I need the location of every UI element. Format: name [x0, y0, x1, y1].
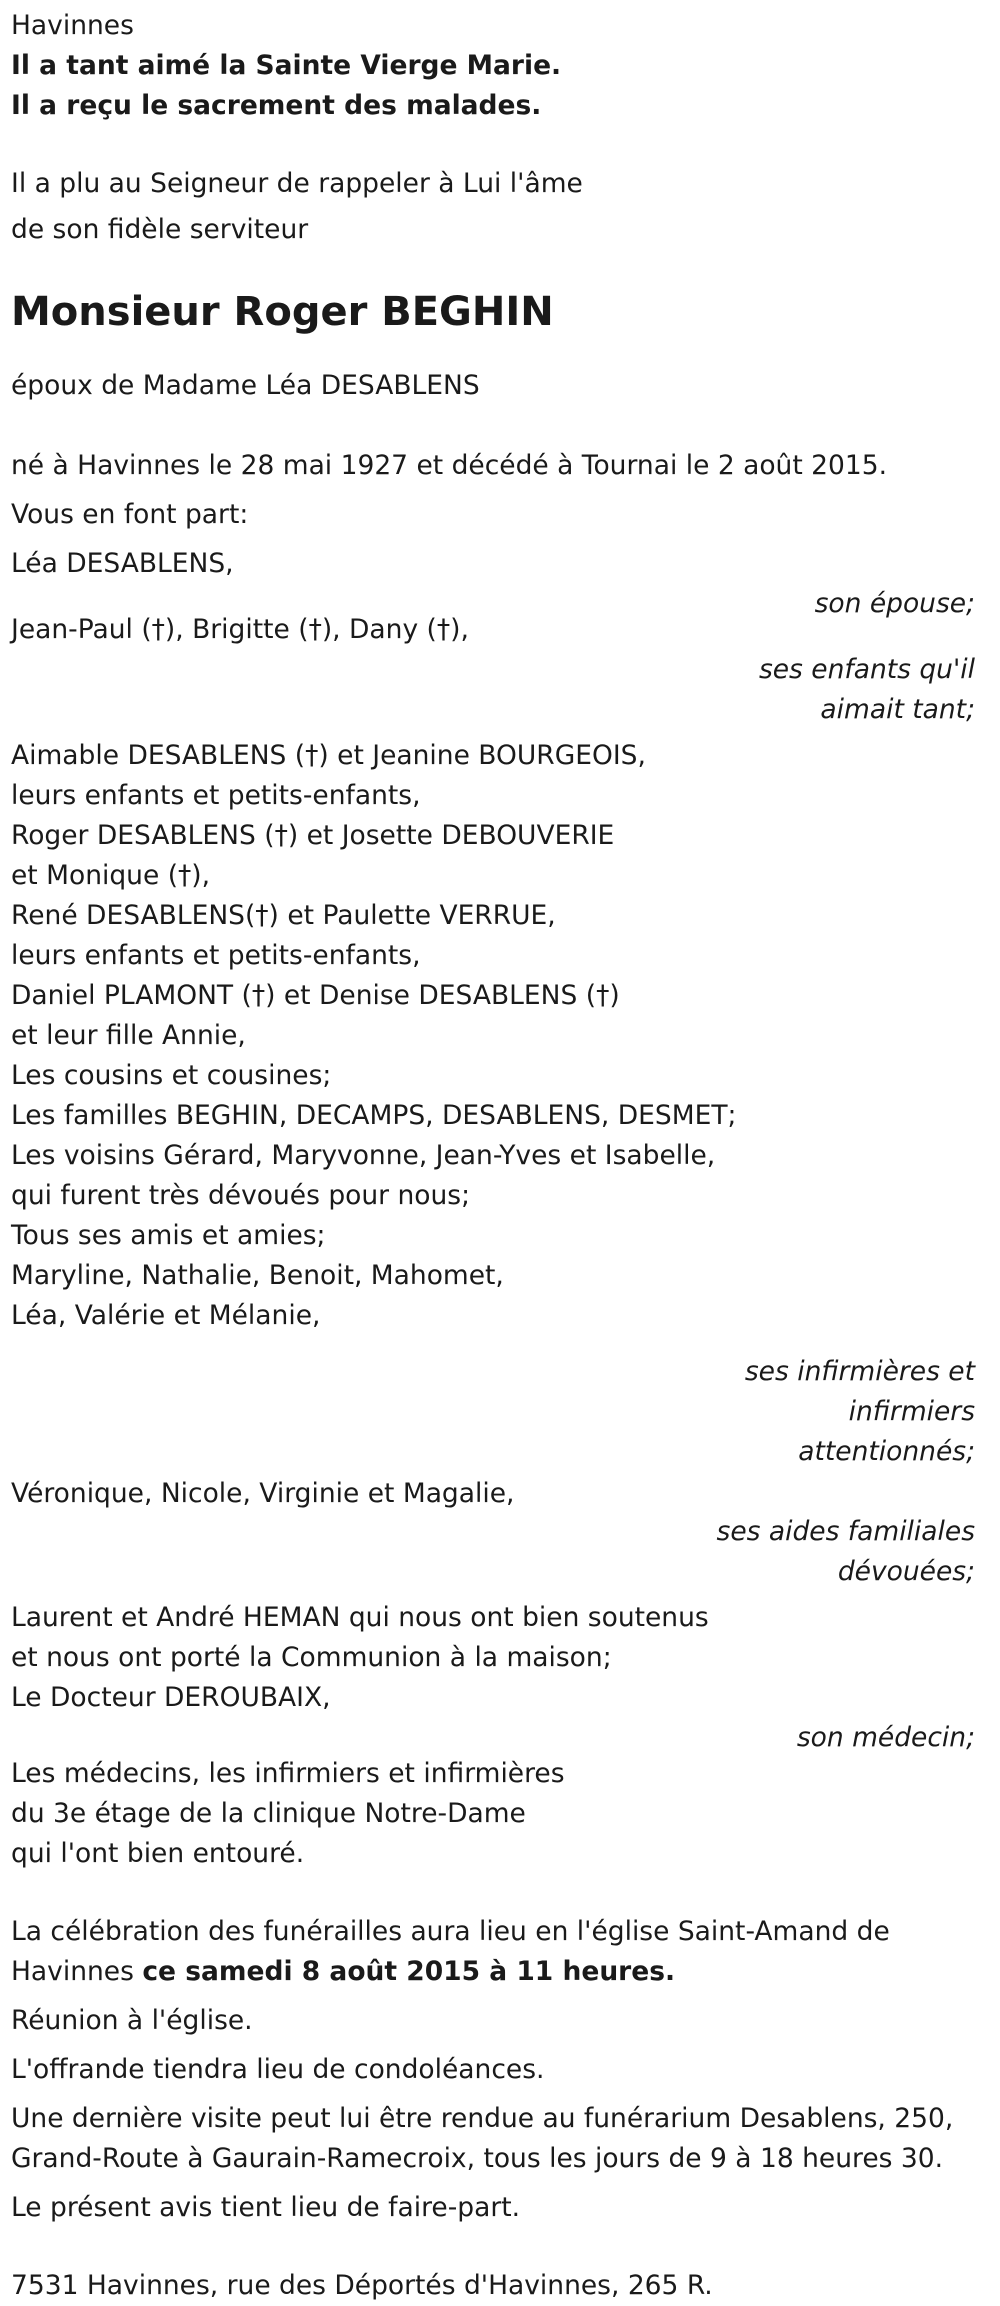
- family-line: Les voisins Gérard, Maryvonne, Jean-Yves et Isabelle,: [11, 1140, 716, 1171]
- family-line: Les cousins et cousines;: [11, 1060, 332, 1091]
- aides: Véronique, Nicole, Virginie et Magalie,: [11, 1478, 515, 1509]
- visit-line-2: Grand-Route à Gaurain-Ramecroix, tous les jours de 9 à 18 heures 30.: [11, 2143, 944, 2174]
- nurses-role-line-2: infirmiers: [848, 1396, 975, 1427]
- offrande: L'offrande tiendra lieu de condoléances.: [11, 2054, 545, 2085]
- intro-bold-line-2: Il a reçu le sacrement des malades.: [11, 90, 542, 121]
- family-list: [11, 736, 989, 1336]
- family-line: Daniel PLAMONT (†) et Denise DESABLENS (†): [11, 980, 620, 1011]
- aides-role-line-1: ses aides familiales: [716, 1516, 975, 1547]
- family-line: Tous ses amis et amies;: [11, 1220, 326, 1251]
- family-line: Les familles BEGHIN, DECAMPS, DESABLENS, DESMET;: [11, 1100, 737, 1131]
- clinic-line-3: qui l'ont bien entouré.: [11, 1838, 305, 1869]
- deceased-name: Monsieur Roger BEGHIN: [11, 289, 554, 335]
- spouse-name: Léa DESABLENS,: [11, 548, 234, 579]
- spouse-role: son épouse;: [814, 588, 975, 619]
- children: Jean-Paul (†), Brigitte (†), Dany (†),: [11, 614, 469, 645]
- doctor-role: son médecin;: [796, 1722, 975, 1753]
- family-line: leurs enfants et petits-enfants,: [11, 940, 421, 971]
- birth-death: né à Havinnes le 28 mai 1927 et décédé à Tournai le 2 août 2015.: [11, 450, 888, 481]
- family-line: René DESABLENS(†) et Paulette VERRUE,: [11, 900, 556, 931]
- place: Havinnes: [11, 10, 134, 41]
- funeral-line-2: [11, 1952, 989, 1992]
- visit-line-1: Une dernière visite peut lui être rendue au funérarium Desablens, 250,: [11, 2103, 954, 2134]
- clinic-line-2: du 3e étage de la clinique Notre-Dame: [11, 1798, 526, 1829]
- family-line: Aimable DESABLENS (†) et Jeanine BOURGEOIS,: [11, 740, 646, 771]
- heman-line-3: Le Docteur DEROUBAIX,: [11, 1682, 331, 1713]
- nurses-role-line-3: attentionnés;: [798, 1436, 975, 1467]
- funeral-line-1: La célébration des funérailles aura lieu en l'église Saint-Amand de: [11, 1916, 890, 1947]
- family-line: leurs enfants et petits-enfants,: [11, 780, 421, 811]
- clinic-line-1: Les médecins, les infirmiers et infirmières: [11, 1758, 565, 1789]
- children-role-line-2: aimait tant;: [820, 694, 975, 725]
- announce: Vous en font part:: [11, 499, 249, 530]
- family-line: Maryline, Nathalie, Benoit, Mahomet,: [11, 1260, 504, 1291]
- reunion: Réunion à l'église.: [11, 2005, 253, 2036]
- funeral-date: ce samedi 8 août 2015 à 11 heures.: [142, 1956, 676, 1987]
- intro-line-2: de son fidèle serviteur: [11, 214, 309, 245]
- obituary-notice: [0, 6, 1000, 2301]
- heman-line-1: Laurent et André HEMAN qui nous ont bien soutenus: [11, 1602, 709, 1633]
- family-line: et Monique (†),: [11, 860, 211, 891]
- spouse-line: époux de Madame Léa DESABLENS: [11, 370, 480, 401]
- address: 7531 Havinnes, rue des Déportés d'Havinnes, 265 R.: [11, 2270, 713, 2301]
- intro-line-1: Il a plu au Seigneur de rappeler à Lui l'âme: [11, 168, 583, 199]
- faire-part: Le présent avis tient lieu de faire-part.: [11, 2192, 521, 2223]
- family-line: et leur fille Annie,: [11, 1020, 246, 1051]
- funeral-line-2-prefix: Havinnes: [11, 1956, 143, 1987]
- aides-role-line-2: dévouées;: [837, 1556, 975, 1587]
- nurses-role-line-1: ses infirmières et: [744, 1356, 975, 1387]
- family-line: Léa, Valérie et Mélanie,: [11, 1300, 321, 1331]
- children-role-line-1: ses enfants qu'il: [758, 654, 975, 685]
- family-line: Roger DESABLENS (†) et Josette DEBOUVERIE: [11, 820, 615, 851]
- intro-bold-line-1: Il a tant aimé la Sainte Vierge Marie.: [11, 50, 562, 81]
- family-line: qui furent très dévoués pour nous;: [11, 1180, 471, 1211]
- heman-line-2: et nous ont porté la Communion à la maison;: [11, 1642, 612, 1673]
